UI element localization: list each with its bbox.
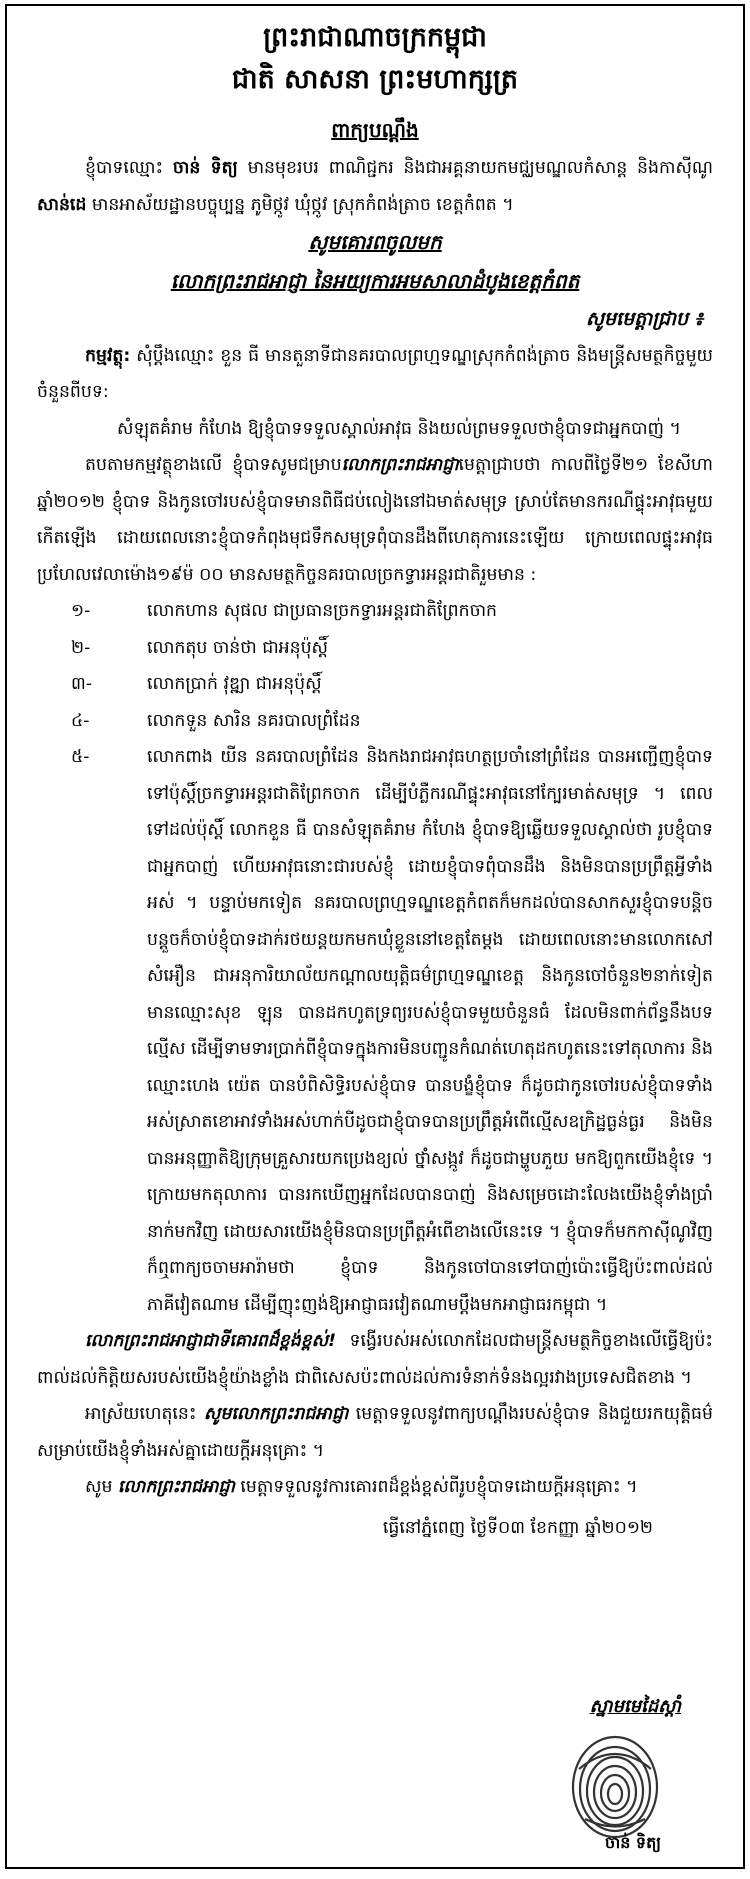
list-number: ៥- [71, 747, 90, 767]
list-item [37, 593, 713, 630]
closing-text: ទង្វើរបស់អស់លោកដែលជាមន្ត្រីសមត្ថកិច្ចខាងលើធ្វើឱ្យប៉ះពាល់ដល់កិត្តិយសរបស់យើងខ្ញុំយ៉ាងខ្លាំង ជាពិសេសប៉ះពាល់ដល់ការទំនាក់ទំនងល្អរវាងប្រទេសជិតខាង ។ [37, 1331, 713, 1388]
list-number: ១- [71, 601, 91, 621]
thumbprint-label: ស្នាមមេដៃស្តាំ [589, 1695, 681, 1717]
list-text: លោកតុប ចាន់ថា ជាអនុប៉ុស្តិ៍ [147, 637, 329, 658]
kingdom-heading: ព្រះរាជាណាចក្រកម្ពុជា [263, 22, 487, 53]
charge-paragraph: សំឡុតគំរាម កំហែង ឱ្យខ្ញុំបាទទទួលស្គាល់អាវុធ និងយល់ព្រមទទួលថាខ្ញុំបាទជាអ្នកបាញ់ ។ [117, 418, 681, 439]
list-number: ៤- [71, 710, 90, 731]
request-text: មេត្តាទទួលនូវពាក្យបណ្តឹងរបស់ខ្ញុំបាទ និងជួយរកយុត្តិធម៌សម្រាប់យើងខ្ញុំទាំងអស់គ្នាដោយក្តីអនុគ្រោះ ។ [37, 1404, 713, 1461]
final-text: សូម [85, 1477, 118, 1497]
body-text: តបតាមកម្មវត្ថុខាងលើ ខ្ញុំបាទសូមជម្រាប [85, 455, 342, 475]
list-item [37, 630, 713, 667]
subject-label: កម្មវត្ថុ: [85, 345, 131, 366]
list-item [37, 739, 713, 1323]
motto-heading: ជាតិ សាសនា ព្រះមហាក្សត្រ [231, 64, 519, 95]
list-item [37, 703, 713, 740]
request-text: អាស្រ័យហេតុនេះ [85, 1404, 204, 1424]
subject-paragraph [37, 338, 713, 411]
closing-paragraph [37, 1323, 713, 1396]
final-text: មេត្តាទទួលនូវការគោរពដ៏ខ្ពង់ខ្ពស់ពីរូបខ្ញុំបាទដោយក្តីអនុគ្រោះ ។ [234, 1477, 638, 1497]
date-line: ធ្វើនៅភ្នំពេញ ថ្ងៃទី០៣ ខែកញ្ញា ឆ្នាំ២០១២ [382, 1517, 653, 1538]
body-text: មេត្តាជ្រាបថា កាលពីថ្ងៃទី២១ ខែសីហា ឆ្នាំ២០១២ ខ្ញុំបាទ និងកូនចៅរបស់ខ្ញុំបាទមានពិធីជប់លៀងនៅឯមាត់សមុទ្រ ស្រាប់តែមានករណីផ្ទុះអាវុធមួយកើតឡើង ដោយពេលនោះខ្ញុំបាទកំពុងមុជទឹកសមុទ្រពុំបានដឹងពីហេតុការនេះឡើយ ក្រោយពេលផ្ទុះអាវុធប្រហែលវេលាម៉ោង១៩ម៉ ០០ មានសមត្ថកិច្ចនគរបាលច្រកទ្វារអន្តរជាតិរួមមាន : [37, 455, 713, 585]
document-title: ពាក្យបណ្តឹង [331, 118, 419, 142]
addressee-line2: លោកព្រះរាជអាជ្ញា នៃអយ្យការអមសាលាដំបូងខេត្តកំពត [170, 269, 580, 293]
list-item [37, 666, 713, 703]
intro-text: ខ្ញុំបាទឈ្មោះ [85, 158, 173, 178]
complaint-letter [5, 4, 745, 1869]
list-text: លោកប្រាក់ វុឌ្ឍា ជាអនុប៉ុស្តិ៍ [147, 674, 322, 694]
intro-paragraph [37, 150, 713, 223]
thumbprint-icon [565, 1729, 665, 1839]
request-title: សូមលោកព្រះរាជអាជ្ញា [203, 1404, 349, 1424]
addressee-line1: សូមគោរពចូលមក [308, 230, 442, 254]
signer-name: ចាន់ ទិត្យ [604, 1832, 661, 1852]
salutation: សូមមេត្តាជ្រាប ៖ [585, 308, 703, 330]
casino-name: សាន់ដេ [37, 194, 87, 215]
officer-list [37, 593, 713, 1323]
list-text: លោកហាន សុផល ជាប្រធានច្រកទ្វារអន្តរជាតិព្រែកចាក [147, 601, 498, 621]
list-number: ៣- [71, 674, 93, 694]
intro-text: មានមុខរបរ ពាណិជ្ជករ និងជាអគ្គនាយកមជ្ឈមណ្ឌលកំសាន្ត និងកាស៊ីណូ [237, 158, 714, 178]
request-paragraph [37, 1396, 713, 1469]
list-text: លោកពាង យីន នគរបាលព្រំដែន និងកងរាជអាវុធហត្ថប្រចាំនៅព្រំដែន បានអញ្ជើញខ្ញុំបាទទៅប៉ុស្តិ៍ច្រកទ្វារអន្តរជាតិព្រែកចាក ដើម្បីបំភ្លឺករណីផ្ទុះអាវុធនៅក្បែរមាត់សមុទ្រ ។ ពេលទៅដល់ប៉ុស្តិ៍ លោកខួន ធី បានសំឡុតគំរាម កំហែង ខ្ញុំបាទឱ្យឆ្លើយទទួលស្គាល់ថា រូបខ្ញុំបាទជាអ្នកបាញ់ ហើយអាវុធនោះជារបស់ខ្ញុំ ដោយខ្ញុំបាទពុំបានដឹង និងមិនបានប្រព្រឹត្តអ្វីទាំងអស់ ។ បន្ទាប់មកទៀត នគរបាលព្រហ្មទណ្ឌខេត្តកំពតក៏មកដល់បានសាកសួរខ្ញុំបាទបន្តិចបន្តួចក៏ចាប់ខ្ញុំបាទដាក់រថយន្តយកមកឃុំខ្លួននៅខេត្តតែម្តង ដោយពេលនោះមានលោកសៅ សំអឿន ជាអនុការិយាល័យកណ្តាលយុត្តិធម៌ព្រហ្មទណ្ឌខេត្ត និងកូនចៅចំនួន២នាក់ទៀត មានឈ្មោះសុខ ឡុន បានដកហូតទ្រព្យរបស់ខ្ញុំបាទមួយចំនួនធំ ដែលមិនពាក់ព័ន្ធនឹងបទល្មើស ដើម្បីទាមទារប្រាក់ពីខ្ញុំបាទក្នុងការមិនបញ្ជូនកំណត់ហេតុដកហូតនេះទៅតុលាការ និងឈ្មោះហេង យ៉េត បានបំពិសិទ្ធិរបស់ខ្ញុំបាទ បានបង្ខំខ្ញុំបាទ ក៏ដូចជាកូនចៅរបស់ខ្ញុំបាទទាំងអស់ស្រាតខោអាវទាំងអស់ហាក់បីដូចជាខ្ញុំបាទបានប្រព្រឹត្តអំពើល្មើសឧក្រិដ្ឋធ្ងន់ធ្ងរ និងមិនបានអនុញ្ញាតិឱ្យក្រុមគ្រួសារយកប្រេងខ្យល់ ថ្នាំសង្កូវ ក៏ដូចជាម្ហូបភួយ មកឱ្យពួកយើងខ្ញុំទេ ។ ក្រោយមកតុលាការ បានរកឃើញអ្នកដែលបានបាញ់ និងសម្រេចដោះលែងយើងខ្ញុំទាំងប្រាំនាក់មកវិញ ដោយសារយើងខ្ញុំមិនបានប្រព្រឹត្តអំពើខាងលើនេះទេ ។ ខ្ញុំបាទក៏មកកាស៊ីណូវិញ ក៏ឮពាក្យចចាមអារ៉ាមថា ខ្ញុំបាទ និងកូនចៅបានទៅបាញ់ប៉ោះធ្វើឱ្យប៉ះពាល់ដល់ភាគីវៀតណាម ដើម្បីញុះញង់ឱ្យអាជ្ញាធរវៀតណាមប្តឹងមកអាជ្ញាធរកម្ពុជា ។ [147, 747, 713, 1315]
subject-text: សុំប្តឹងឈ្មោះ ខួន ធី មានតួនាទីជានគរបាលព្រហ្មទណ្ឌស្រុកកំពង់ត្រាច និងមន្ត្រីសមត្ថកិច្ចមួយចំនួនពីបទ: [37, 345, 713, 402]
prosecutor-title: លោកព្រះរាជអាជ្ញា [341, 455, 459, 475]
final-paragraph [37, 1469, 713, 1506]
final-title: លោកព្រះរាជអាជ្ញា [117, 1477, 235, 1497]
complainant-name: ចាន់ ទិត្យ [172, 158, 238, 178]
closing-address: លោកព្រះរាជអាជ្ញាជាទីគោរពដ៏ខ្ពង់ខ្ពស់! [85, 1331, 336, 1351]
list-text: លោកទួន សារិន នគរបាលព្រំដែន [147, 710, 361, 731]
intro-text: មានអាស័យដ្ឋានបច្ចុប្បន្ន ភូមិថ្កូវ ឃុំថ្កូវ ស្រុកកំពង់ត្រាច ខេត្តកំពត ។ [86, 194, 514, 215]
body-paragraph [37, 447, 713, 593]
list-number: ២- [71, 637, 91, 658]
